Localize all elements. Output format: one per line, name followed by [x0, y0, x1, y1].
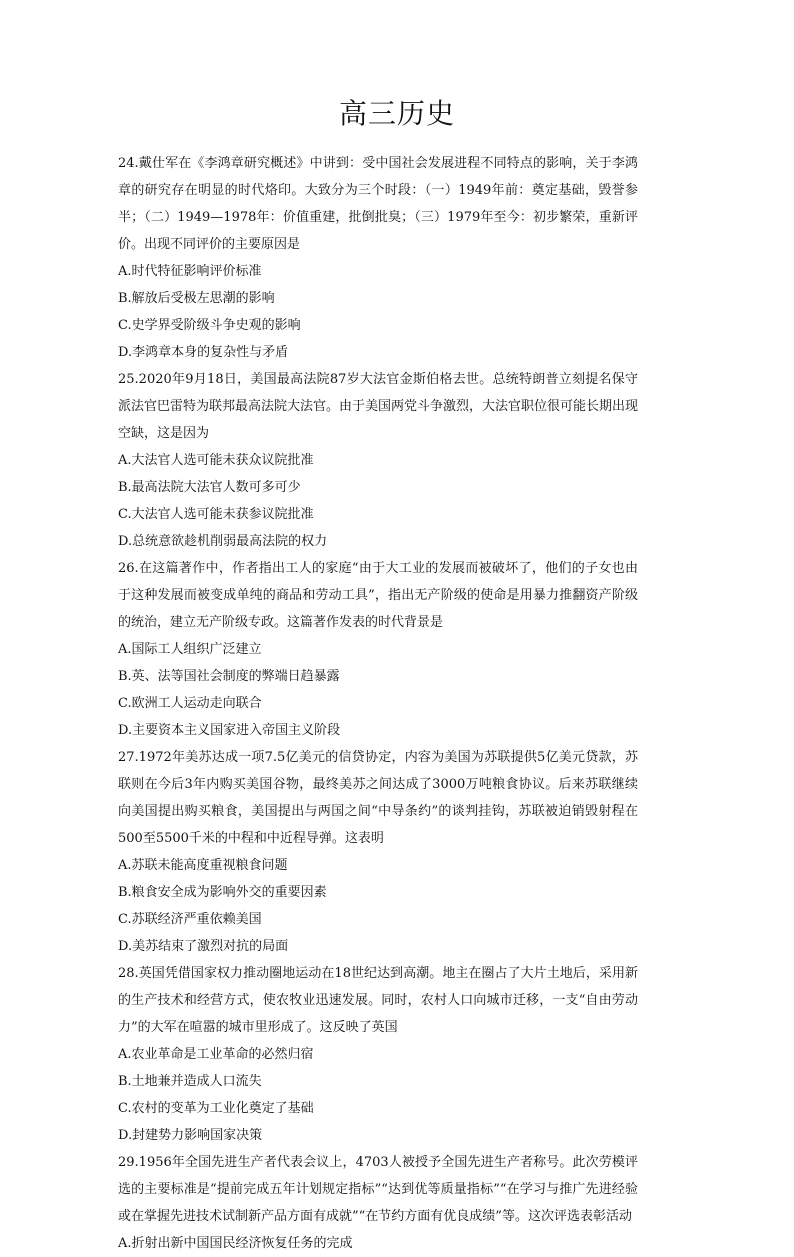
- option-c: C.史学界受阶级斗争史观的影响: [118, 318, 301, 333]
- option-a: A.苏联未能高度重视粮食问题: [118, 858, 288, 873]
- option-group: [118, 636, 638, 744]
- question-list: [118, 150, 638, 1257]
- question-stem: 29.1956年全国先进生产者代表会议上，4703人被授予全国先进生产者称号。此次劳模评选的主要标准是“提前完成五年计划规定指标”“达到优等质量指标”“在学习与推广先进经验或在掌握先进技术试制新产品方面有成就”“在节约方面有优良成绩”等。这次评选表彰活动: [118, 1155, 638, 1224]
- option-c: C.农村的变革为工业化奠定了基础: [118, 1101, 314, 1116]
- option-a: A.折射出新中国国民经济恢复任务的完成: [118, 1236, 353, 1251]
- question-stem: 27.1972年美苏达成一项7.5亿美元的信贷协定，内容为美国为苏联提供5亿美元贷款，苏联则在今后3年内购买美国谷物，最终美苏之间达成了3000万吨粮食协议。后来苏联继续向美国提出购买粮食，美国提出与两国之间“中导条约”的谈判挂钩，苏联被迫销毁射程在500至5500千米的中程和中近程导弹。这表明: [118, 750, 638, 846]
- question-stem: 26.在这篇著作中，作者指出工人的家庭“由于大工业的发展而被破坏了，他们的子女也由于这种发展而被变成单纯的商品和劳动工具”，指出无产阶级的使命是用暴力推翻资产阶级的统治，建立无产阶级专政。这篇著作发表的时代背景是: [118, 561, 638, 630]
- option-a: A.时代特征影响评价标准: [118, 264, 262, 279]
- option-d: D.总统意欲趁机削弱最高法院的权力: [118, 534, 328, 549]
- question-stem: 25.2020年9月18日，美国最高法院87岁大法官金斯伯格去世。总统特朗普立刻提名保守派法官巴雷特为联邦最高法院大法官。由于美国两党斗争激烈，大法官职位很可能长期出现空缺，这是因为: [118, 372, 639, 441]
- option-d: D.主要资本主义国家进入帝国主义阶段: [118, 723, 341, 738]
- option-group: [118, 1041, 638, 1149]
- question-27: [118, 744, 638, 960]
- option-b: B.英、法等国社会制度的弊端日趋暴露: [118, 669, 340, 684]
- option-group: [118, 447, 638, 555]
- question-stem: 24.戴仕军在《李鸿章研究概述》中讲到：受中国社会发展进程不同特点的影响，关于李鸿章的研究存在明显的时代烙印。大致分为三个时段：（一）1949年前：奠定基础，毁誉参半；（二）1949—1978年：价值重建，批倒批臭；（三）1979年至今：初步繁荣，重新评价。出现不同评价的主要原因是: [118, 156, 638, 252]
- option-c: C.苏联经济严重依赖美国: [118, 912, 262, 927]
- option-c: C.大法官人选可能未获参议院批准: [118, 507, 314, 522]
- option-group: [118, 1230, 638, 1257]
- question-26: [118, 555, 638, 744]
- option-c: C.欧洲工人运动走向联合: [118, 696, 262, 711]
- option-b: B.粮食安全成为影响外交的重要因素: [118, 885, 327, 900]
- option-group: [118, 852, 638, 960]
- question-28: [118, 960, 638, 1149]
- option-a: A.农业革命是工业革命的必然归宿: [118, 1047, 314, 1062]
- option-a: A.大法官人选可能未获众议院批准: [118, 453, 314, 468]
- page-title: 高三历史: [338, 97, 455, 130]
- option-d: D.封建势力影响国家决策: [118, 1128, 263, 1143]
- option-d: D.美苏结束了激烈对抗的局面: [118, 939, 289, 954]
- question-25: [118, 366, 638, 555]
- option-b: B.最高法院大法官人数可多可少: [118, 480, 301, 495]
- option-b: B.解放后受极左思潮的影响: [118, 291, 275, 306]
- option-a: A.国际工人组织广泛建立: [118, 642, 262, 657]
- option-group: [118, 258, 638, 366]
- option-b: B.土地兼并造成人口流失: [118, 1074, 262, 1089]
- question-29: [118, 1149, 638, 1257]
- question-24: [118, 150, 638, 366]
- option-d: D.李鸿章本身的复杂性与矛盾: [118, 345, 289, 360]
- question-stem: 28.英国凭借国家权力推动圈地运动在18世纪达到高潮。地主在圈占了大片土地后，采用新的生产技术和经营方式，使农牧业迅速发展。同时，农村人口向城市迁移，一支“自由劳动力”的大军在喧嚣的城市里形成了。这反映了英国: [118, 966, 638, 1035]
